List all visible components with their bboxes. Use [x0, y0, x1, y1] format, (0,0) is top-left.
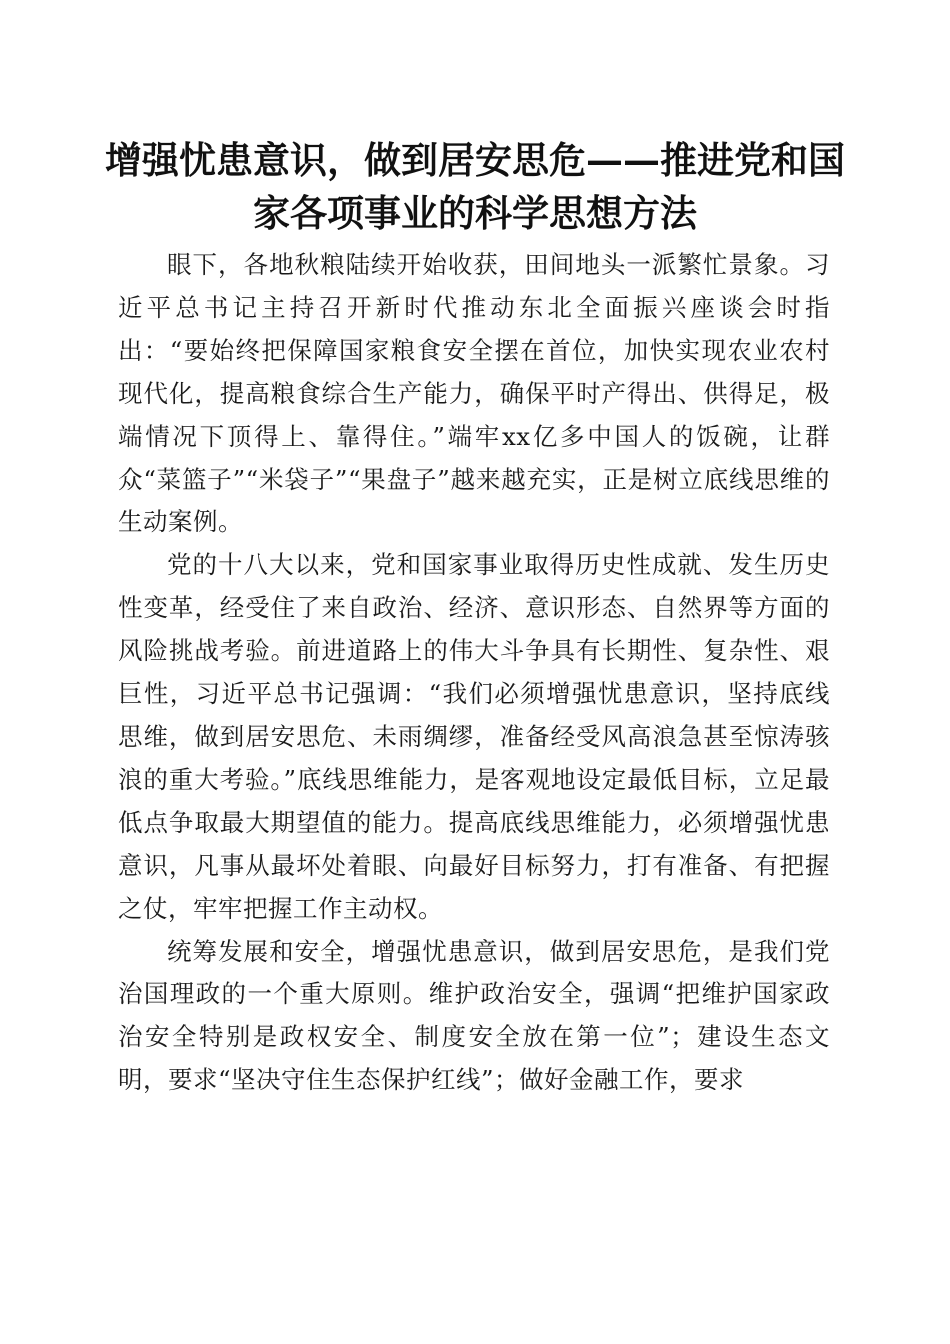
document-body [118, 244, 830, 1102]
paragraph: 眼下，各地秋粮陆续开始收获，田间地头一派繁忙景象。习近平总书记主持召开新时代推动东北全面振兴座谈会时指出：“要始终把保障国家粮食安全摆在首位，加快实现农业农村现代化，提高粮食综合生产能力，确保平时产得出、供得足，极端情况下顶得上、靠得住。”端牢xx亿多中国人的饭碗，让群众“菜篮子”“米袋子”“果盘子”越来越充实，正是树立底线思维的生动案例。 [118, 250, 830, 537]
document-title: 增强忧患意识，做到居安思危——推进党和国家各项事业的科学思想方法 [105, 138, 845, 235]
paragraph: 统筹发展和安全，增强忧患意识，做到居安思危，是我们党治国理政的一个重大原则。维护政治安全，强调“把维护国家政治安全特别是政权安全、制度安全放在第一位”；建设生态文明，要求“坚决守住生态保护红线”；做好金融工作，要求 [118, 936, 830, 1095]
paragraph: 党的十八大以来，党和国家事业取得历史性成就、发生历史性变革，经受住了来自政治、经济、意识形态、自然界等方面的风险挑战考验。前进道路上的伟大斗争具有长期性、复杂性、艰巨性，习近平总书记强调：“我们必须增强忧患意识，坚持底线思维，做到居安思危、未雨绸缪，准备经受风高浪急甚至惊涛骇浪的重大考验。”底线思维能力，是客观地设定最低目标，立足最低点争取最大期望值的能力。提高底线思维能力，必须增强忧患意识，凡事从最坏处着眼、向最好目标努力，打有准备、有把握之仗，牢牢把握工作主动权。 [118, 550, 830, 923]
